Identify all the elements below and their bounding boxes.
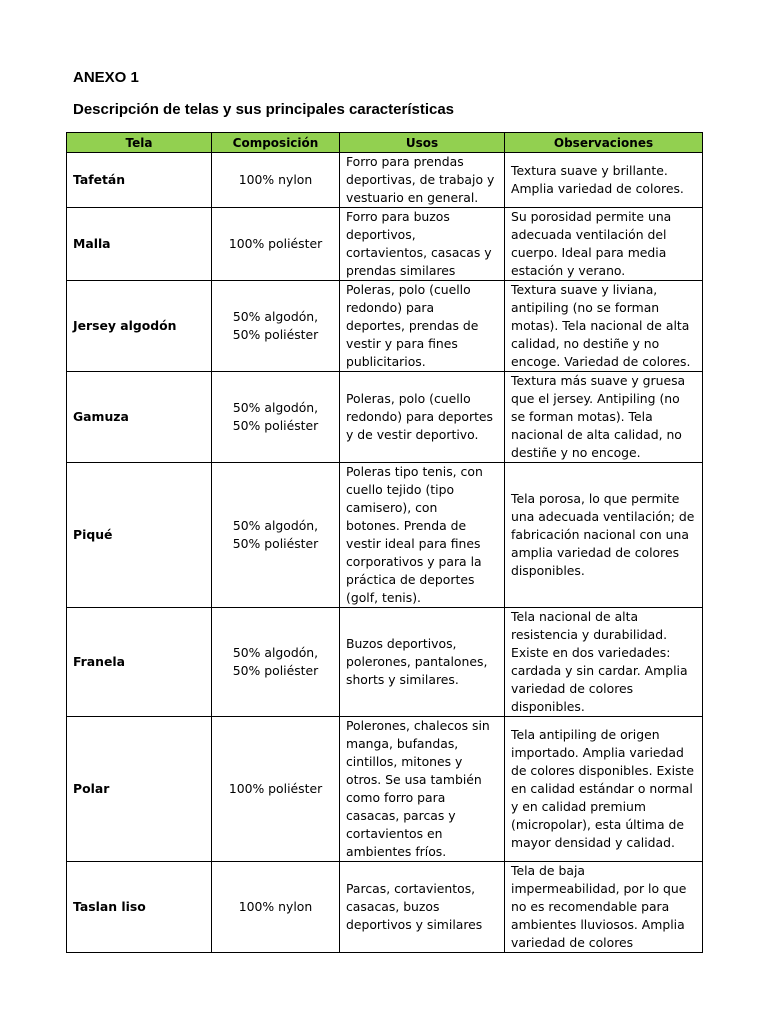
fabric-name-cell: Tafetán [67,153,212,208]
uses-line: Forro para buzos [346,209,450,224]
uses-cell [340,717,505,862]
observations-line: Tela nacional de alta [511,609,639,624]
uses-line: deportivas, de trabajo y [346,172,495,187]
uses-line: vestir ideal para fines [346,536,481,551]
uses-line: shorts y similares. [346,672,459,687]
observations-line: una adecuada ventilación; de [511,509,695,524]
fabric-name-cell: Polar [67,717,212,862]
composition-cell [212,608,340,717]
uses-line: ambientes fríos. [346,844,447,859]
uses-line: Poleras, polo (cuello [346,391,471,406]
fabric-name-cell: Taslan liso [67,862,212,953]
observations-cell [505,862,703,953]
observations-line: Textura más suave y gruesa [511,373,686,388]
observations-line: de colores disponibles. Existe [511,763,694,778]
composition-line: 50% algodón, [232,645,319,660]
composition-cell [212,153,340,208]
uses-line: redondo) para deportes [346,409,494,424]
observations-line: variedad de colores [511,681,634,696]
composition-cell [212,281,340,372]
header-cell-usos: Usos [340,133,505,153]
uses-line: botones. Prenda de [346,518,467,533]
table-row [67,608,703,717]
observations-cell [505,717,703,862]
composition-cell [212,862,340,953]
composition-line: 50% poliéster [232,327,319,342]
composition-line: 100% nylon [238,899,313,914]
observations-line: amplia variedad de colores [511,545,680,560]
uses-line: prendas similares [346,263,456,278]
observations-line: Tela antipiling de origen [511,727,660,742]
observations-line: Tela de baja [511,863,585,878]
observations-line: no es recomendable para [511,899,670,914]
annex-label: ANEXO 1 [73,69,139,86]
uses-cell [340,463,505,608]
composition-line: 50% poliéster [232,418,319,433]
uses-line: Poleras tipo tenis, con [346,464,483,479]
observations-line: nacional de alta calidad, no [511,427,682,442]
fabric-name-cell: Franela [67,608,212,717]
observations-line: motas). Tela nacional de alta [511,318,690,333]
table-row [67,153,703,208]
composition-line: 50% algodón, [232,518,319,533]
uses-line: casacas, buzos [346,899,440,914]
observations-line: encoge. Variedad de colores. [511,354,691,369]
observations-line: adecuada ventilación del [511,227,667,242]
observations-line: se forman motas). Tela [511,409,653,424]
uses-line: cortavientos, casacas y [346,245,492,260]
observations-line: Tela porosa, lo que permite [511,491,680,506]
table-row [67,372,703,463]
uses-line: y de vestir deportivo. [346,427,479,442]
uses-line: Poleras, polo (cuello [346,282,471,297]
uses-line: redondo) para [346,300,435,315]
observations-line: resistencia y durabilidad. [511,627,668,642]
observations-line: antipiling (no se forman [511,300,660,315]
observations-line: Existe en dos variedades: [511,645,671,660]
table-row [67,862,703,953]
observations-line: fabricación nacional con una [511,527,689,542]
uses-line: polerones, pantalones, [346,654,488,669]
composition-line: 100% poliéster [228,781,323,796]
uses-line: Parcas, cortavientos, [346,881,476,896]
uses-line: corporativos y para la [346,554,482,569]
observations-line: en calidad estándar o normal [511,781,693,796]
uses-line: deportes, prendas de [346,318,479,333]
composition-line: 100% nylon [238,172,313,187]
composition-cell [212,208,340,281]
composition-line: 50% poliéster [232,663,319,678]
observations-line: (micropolar), esta última de [511,817,685,832]
uses-line: manga, bufandas, [346,736,459,751]
table-row [67,208,703,281]
observations-cell [505,608,703,717]
observations-line: Textura suave y liviana, [511,282,658,297]
uses-line: publicitarios. [346,354,426,369]
header-cell-tela: Tela [67,133,212,153]
uses-line: cuello tejido (tipo [346,482,455,497]
observations-line: que el jersey. Antipiling (no [511,391,680,406]
uses-line: deportivos y similares [346,917,483,932]
table-header-row [67,133,703,153]
uses-cell [340,372,505,463]
fabric-name-cell: Jersey algodón [67,281,212,372]
uses-line: deportivos, [346,227,416,242]
document-title: Descripción de telas y sus principales características [73,101,455,118]
uses-line: casacas, parcas y [346,808,456,823]
uses-line: Polerones, chalecos sin [346,718,490,733]
composition-line: 50% poliéster [232,536,319,551]
uses-line: (golf, tenis). [346,590,421,605]
observations-cell [505,208,703,281]
observations-line: disponibles. [511,563,585,578]
observations-line: cardada y sin cardar. Amplia [511,663,688,678]
uses-line: otros. Se usa también [346,772,482,787]
observations-line: calidad, no destiñe y no [511,336,660,351]
observations-cell [505,372,703,463]
observations-line: destiñe y no encoge. [511,445,641,460]
composition-line: 100% poliéster [228,236,323,251]
observations-line: cuerpo. Ideal para media [511,245,667,260]
fabric-name-cell: Gamuza [67,372,212,463]
table-row [67,463,703,608]
uses-cell [340,281,505,372]
composition-cell [212,372,340,463]
uses-line: práctica de deportes [346,572,475,587]
observations-line: disponibles. [511,699,585,714]
composition-line: 50% algodón, [232,400,319,415]
fabrics-table [66,132,703,953]
composition-cell [212,717,340,862]
observations-cell [505,153,703,208]
uses-line: camisero), con [346,500,438,515]
observations-line: ambientes lluviosos. Amplia [511,917,685,932]
table-row [67,281,703,372]
uses-line: Forro para prendas [346,154,464,169]
uses-line: cintillos, mitones y [346,754,463,769]
composition-cell [212,463,340,608]
table-row [67,717,703,862]
observations-line: y en calidad premium [511,799,646,814]
uses-line: como forro para [346,790,446,805]
observations-line: Textura suave y brillante. [511,163,668,178]
observations-cell [505,281,703,372]
uses-cell [340,608,505,717]
uses-cell [340,862,505,953]
observations-line: estación y verano. [511,263,626,278]
observations-cell [505,463,703,608]
uses-line: vestuario en general. [346,190,479,205]
uses-cell [340,208,505,281]
composition-line: 50% algodón, [232,309,319,324]
observations-line: variedad de colores [511,935,634,950]
observations-line: Amplia variedad de colores. [511,181,684,196]
uses-line: vestir y para fines [346,336,458,351]
table-body [67,153,703,953]
uses-cell [340,153,505,208]
observations-line: importado. Amplia variedad [511,745,684,760]
uses-line: cortavientos en [346,826,443,841]
fabric-name-cell: Malla [67,208,212,281]
observations-line: impermeabilidad, por lo que [511,881,687,896]
observations-line: Su porosidad permite una [511,209,672,224]
fabric-name-cell: Piqué [67,463,212,608]
uses-line: Buzos deportivos, [346,636,457,651]
observations-line: mayor densidad y calidad. [511,835,675,850]
header-cell-composicion: Composición [212,133,340,153]
header-cell-observaciones: Observaciones [505,133,703,153]
